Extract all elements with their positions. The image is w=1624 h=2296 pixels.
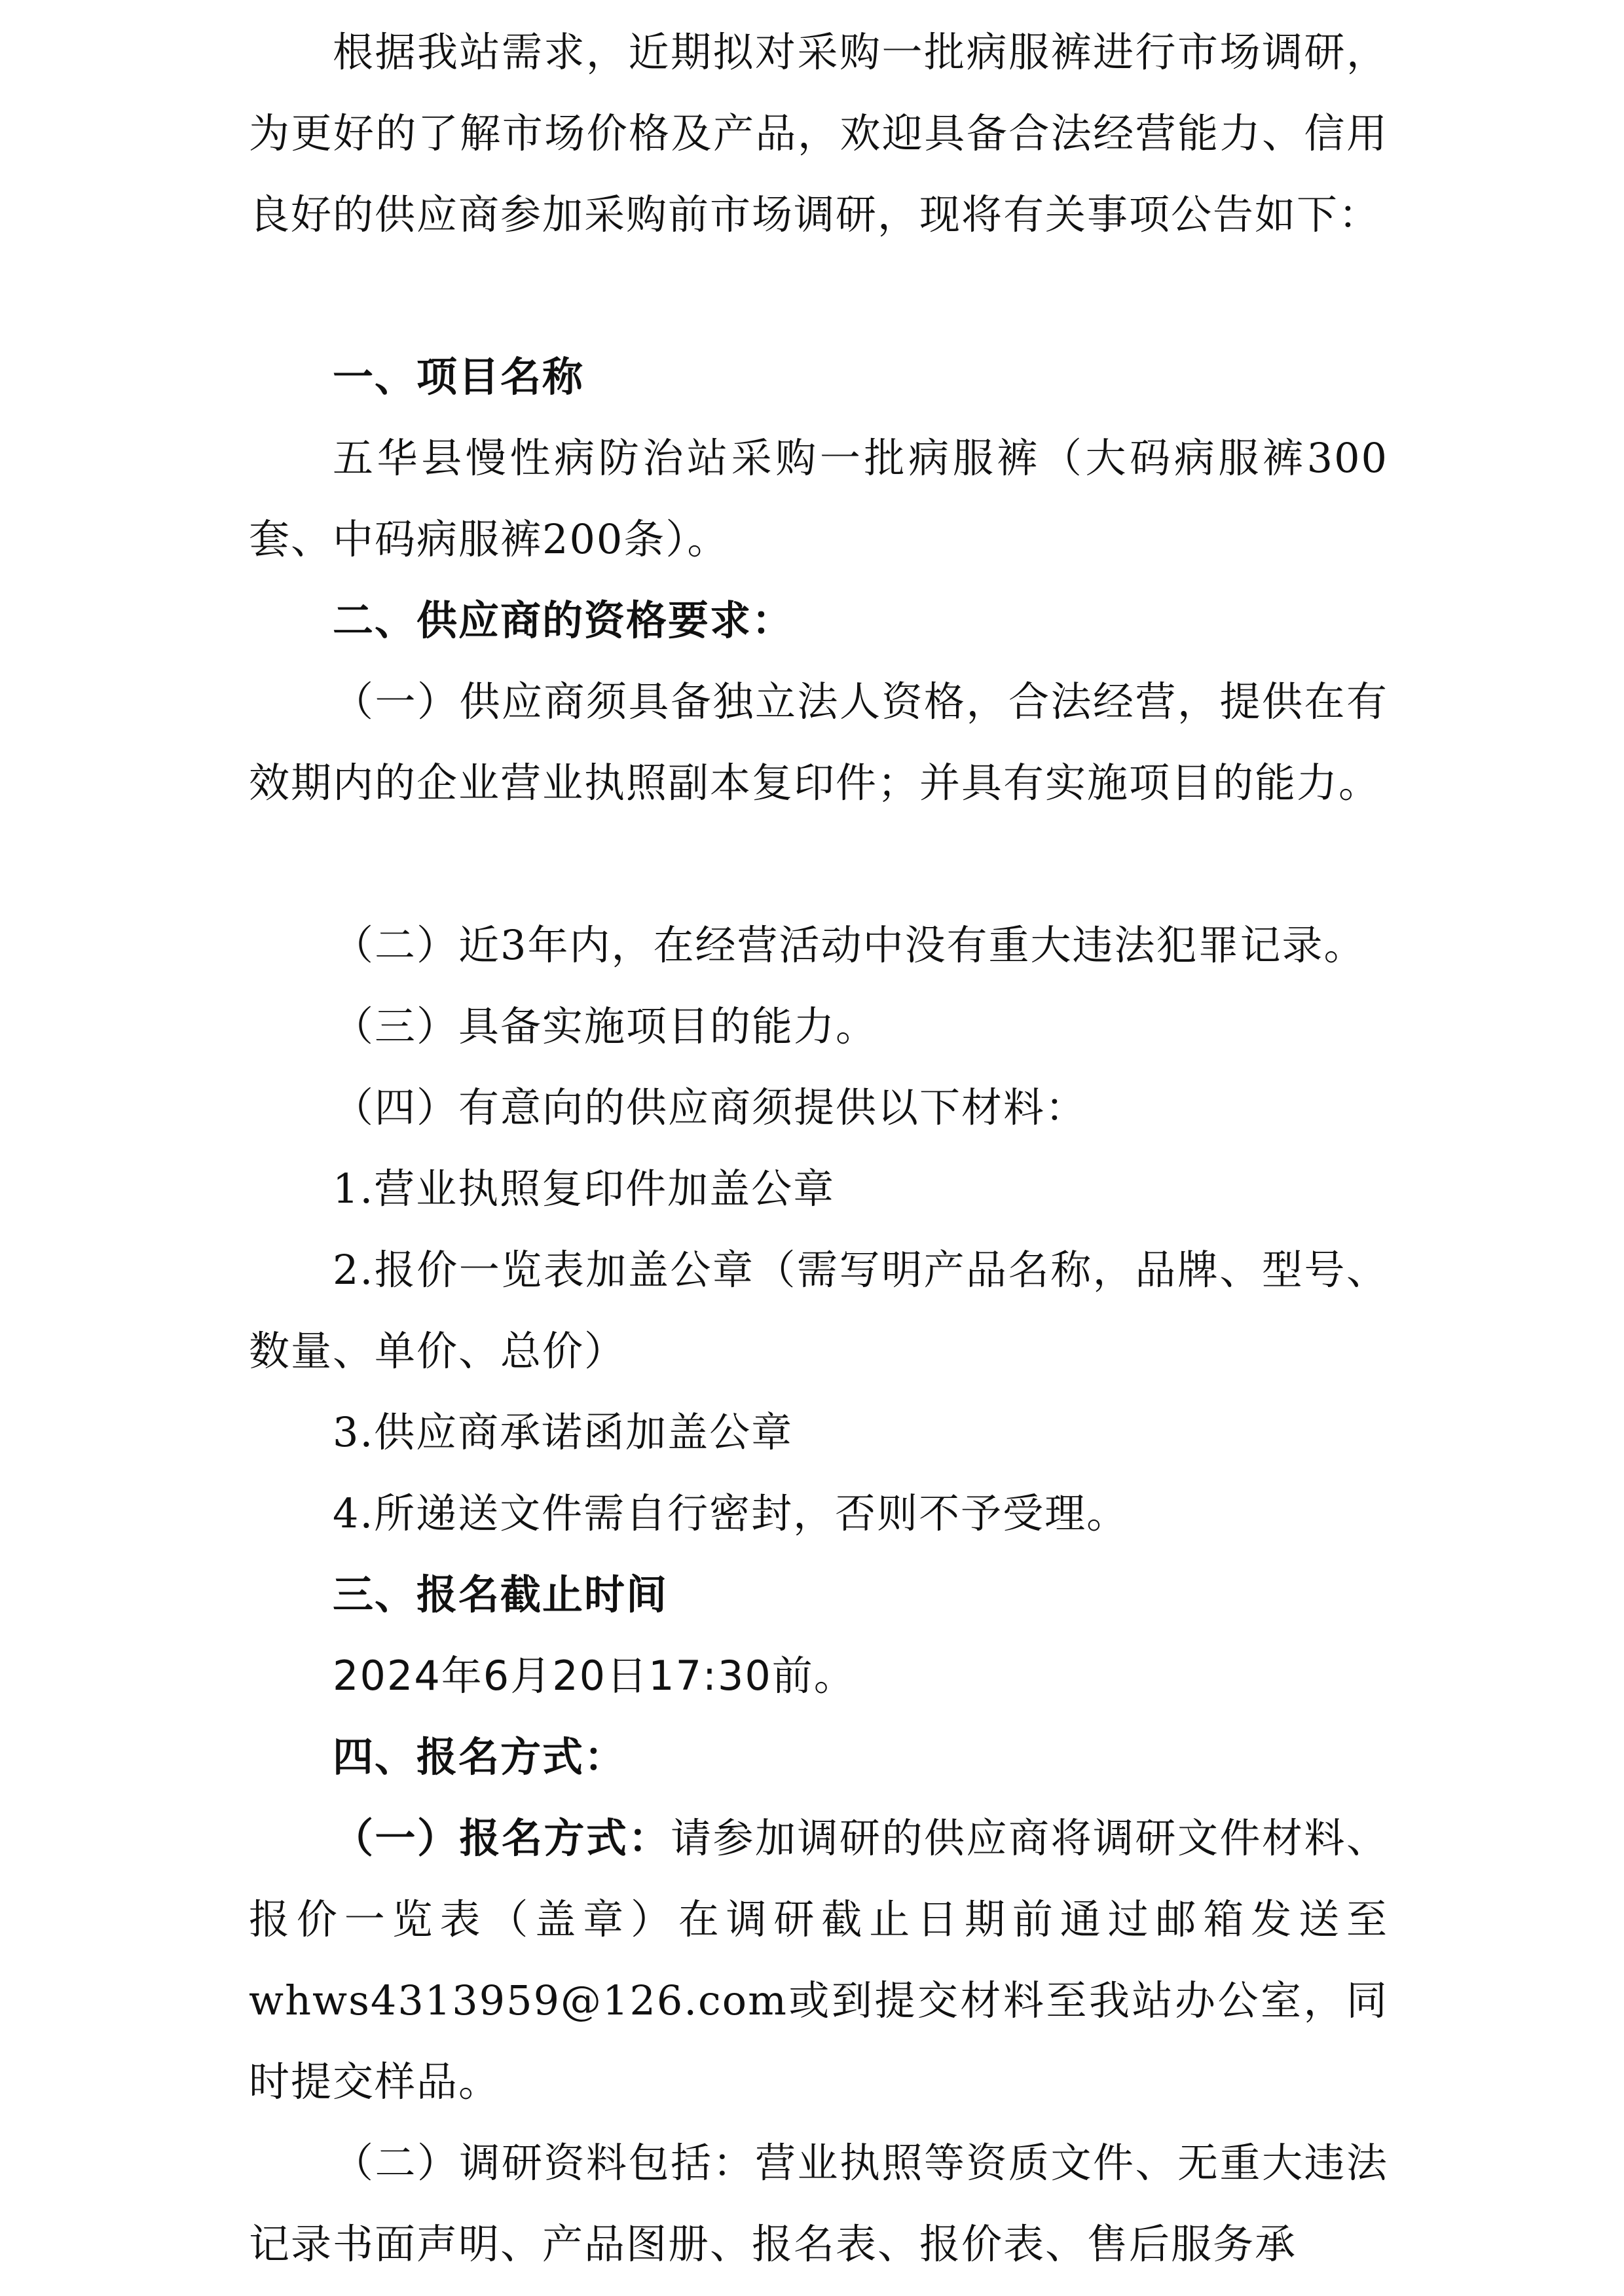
section3-heading: 三、报名截止时间 — [333, 1571, 669, 1618]
intro-paragraph: 根据我站需求，近期拟对采购一批病服裤进行市场调研，为更好的了解市场价格及产品，欢迎具备合法经营能力、信用良好的供应商参加采购前市场调研，现将有关事项公告如下： — [249, 28, 1388, 238]
material-item-2: 2.报价一览表加盖公章（需写明产品名称，品牌、型号、数量、单价、总价） — [249, 1246, 1388, 1375]
qualification-item-4: （四）有意向的供应商须提供以下材料： — [333, 1084, 1088, 1131]
section2-heading: 二、供应商的资格要求： — [333, 596, 794, 644]
research-materials-paragraph: （二）调研资料包括：营业执照等资质文件、无重大违法记录书面声明、产品图册、报名表、报价表、售后服务承 — [249, 2139, 1388, 2268]
material-item-1: 1.营业执照复印件加盖公章 — [333, 1165, 836, 1212]
material-item-3: 3.供应商承诺函加盖公章 — [333, 1408, 794, 1456]
registration-method-text: 请参加调研的供应商将调研文件材料、报价一览表（盖章）在调研截止日期前通过邮箱发送至whws4313959@126.com或到提交材料至我站办公室，同时提交样品。 — [249, 1814, 1388, 2105]
registration-method-paragraph — [249, 1798, 1388, 2123]
qualification-item-2: （二）近3年内，在经营活动中没有重大违法犯罪记录。 — [333, 921, 1366, 969]
section4-heading: 四、报名方式： — [333, 1733, 627, 1781]
section1-body: 五华县慢性病防治站采购一批病服裤（大码病服裤300套、中码病服裤200条）。 — [249, 434, 1388, 563]
deadline-text: 2024年6月20日17:30前。 — [333, 1652, 856, 1700]
qualification-item-1: （一）供应商须具备独立法人资格，合法经营，提供在有效期内的企业营业执照副本复印件；并具有实施项目的能力。 — [249, 678, 1388, 807]
section1-heading: 一、项目名称 — [333, 353, 585, 401]
qualification-item-3: （三）具备实施项目的能力。 — [333, 1002, 878, 1050]
material-item-4: 4.所递送文件需自行密封，否则不予受理。 — [333, 1489, 1129, 1537]
registration-method-label: （一）报名方式： — [333, 1814, 671, 1862]
